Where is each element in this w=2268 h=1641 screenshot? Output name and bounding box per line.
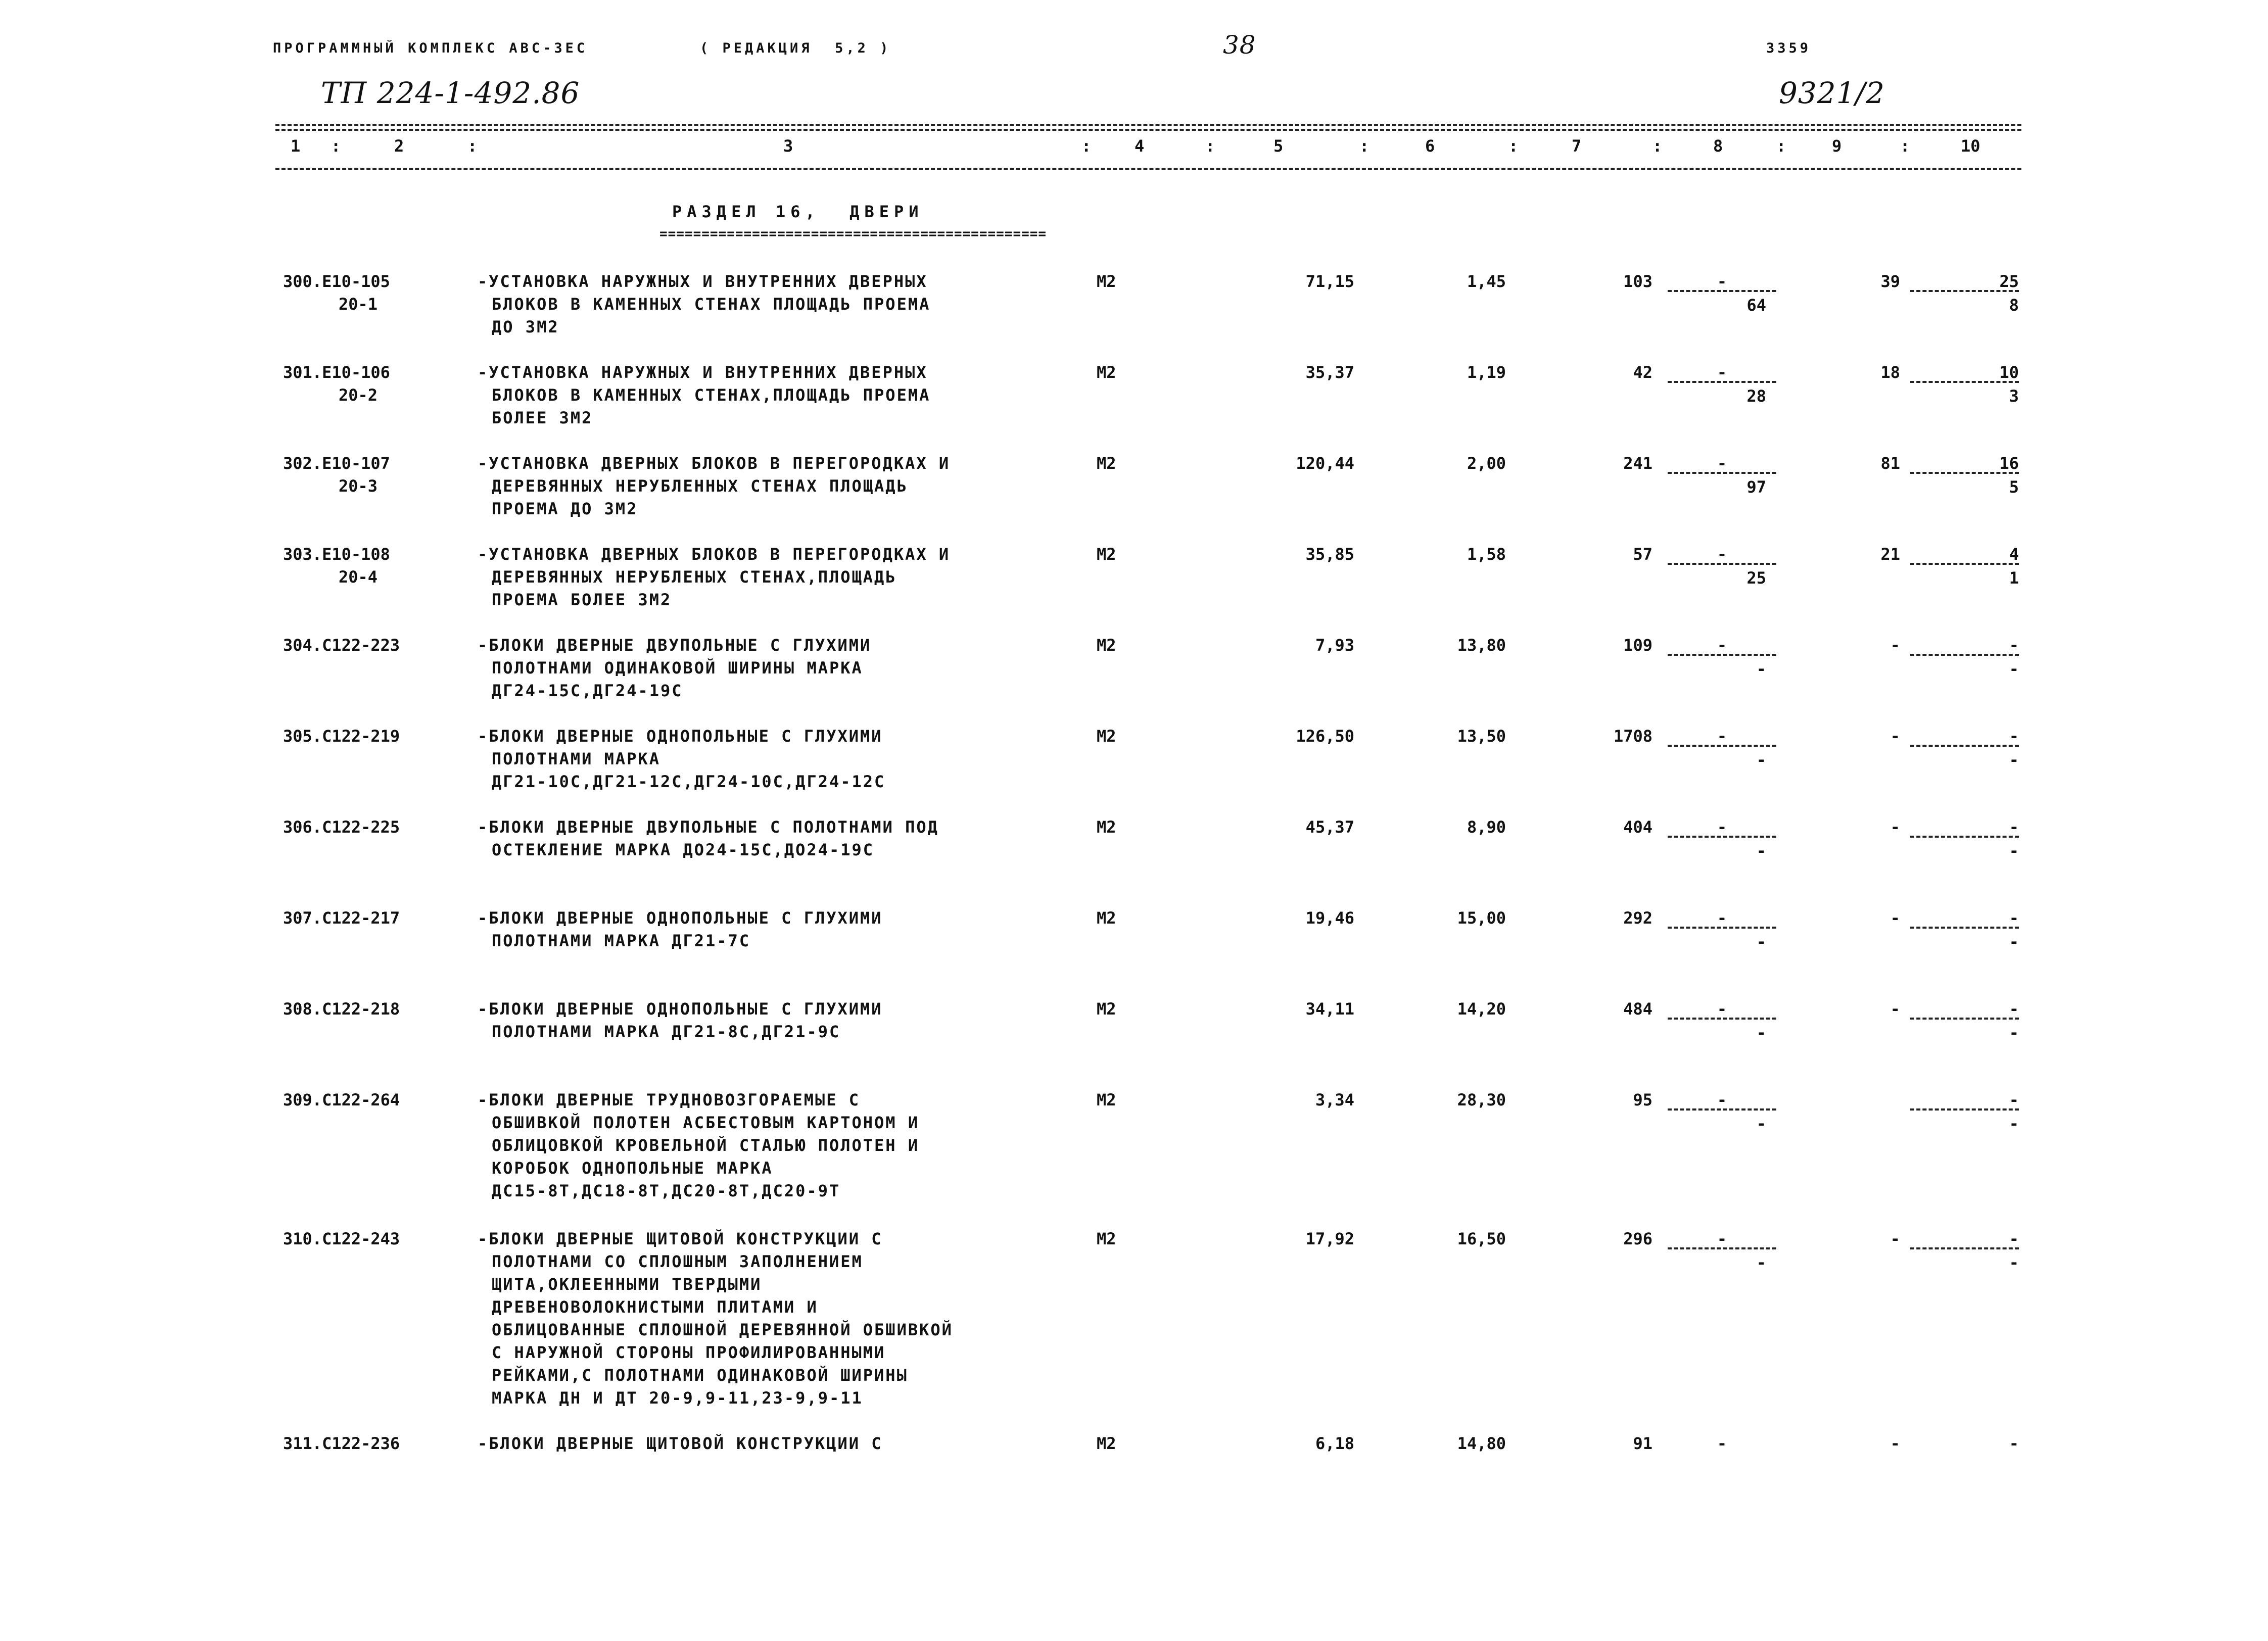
column-8-top: - [1717,454,1727,473]
quantity: 45,37 [1305,817,1354,837]
column-8-bottom: 97 [1746,477,1766,497]
unit-price: 13,80 [1457,636,1506,655]
item-code-line: 308.С122-218 [283,999,400,1019]
description-line: БЛОКОВ В КАМЕННЫХ СТЕНАХ ПЛОЩАДЬ ПРОЕМА [492,295,931,314]
total-cost: 404 [1623,817,1652,837]
column-9-value: - [1890,636,1900,655]
column-8-fraction [1668,634,1776,681]
item-code [283,1432,455,1455]
quantity: 34,11 [1305,999,1354,1019]
column-10-fraction [1910,543,2019,590]
description-line: -БЛОКИ ДВЕРНЫЕ ЩИТОВОЙ КОНСТРУКЦИИ С [478,1229,883,1248]
fraction-rule [1910,836,2019,838]
column-header-1: 1 [291,136,301,156]
item-code-line: 309.С122-264 [283,1090,400,1109]
description-line: -БЛОКИ ДВЕРНЫЕ ДВУПОЛЬНЫЕ С ГЛУХИМИ [478,636,872,655]
item-description [478,998,1059,1043]
column-header-5: 5 [1273,136,1284,156]
item-code-line: 20-2 [339,385,378,405]
item-description [478,1089,1059,1202]
item-code-line: 310.С122-243 [283,1229,400,1248]
unit: М2 [1097,1229,1116,1248]
description-line: ОСТЕКЛЕНИЕ МАРКА ДО24-15С,ДО24-19С [492,840,875,859]
unit: М2 [1097,908,1116,928]
description-line: ДС15-8Т,ДС18-8Т,ДС20-8Т,ДС20-9Т [492,1181,841,1200]
item-code-line: 307.С122-217 [283,908,400,928]
column-8-top: - [1717,999,1727,1019]
column-header-6: 6 [1425,136,1435,156]
description-line: -БЛОКИ ДВЕРНЫЕ ОДНОПОЛЬНЫЕ С ГЛУХИМИ [478,727,883,746]
description-line: ПОЛОТНАМИ МАРКА [492,749,660,768]
description-line: ДГ24-15С,ДГ24-19С [492,681,683,700]
item-code [283,907,455,930]
description-line: -УСТАНОВКА ДВЕРНЫХ БЛОКОВ В ПЕРЕГОРОДКАХ И [478,454,951,473]
column-8-bottom: 25 [1746,568,1766,588]
column-8-bottom: 28 [1746,387,1766,406]
edition: ( РЕДАКЦИЯ 5,2 ) [700,40,891,56]
column-header-8: 8 [1713,136,1723,156]
column-9-value: - [1890,908,1900,928]
column-10-bottom [1910,1456,2019,1479]
section-underline: ============================================== [659,226,1047,242]
description-line: С НАРУЖНОЙ СТОРОНЫ ПРОФИЛИРОВАННЫМИ [492,1343,886,1362]
description-line: ОБШИВКОЙ ПОЛОТЕН АСБЕСТОВЫМ КАРТОНОМ И [492,1113,920,1132]
fraction-rule [1910,654,2019,656]
column-10-bottom: 5 [2009,477,2019,497]
column-10-top: 25 [1999,272,2019,291]
column-8-top: - [1717,636,1727,655]
document-number: 9321/2 [1779,76,1885,110]
column-10-bottom: 3 [2009,387,2019,406]
column-10-bottom: - [2009,750,2019,769]
item-description [478,1432,1059,1455]
unit-price: 16,50 [1457,1229,1506,1248]
description-line: КОРОБОК ОДНОПОЛЬНЫЕ МАРКА [492,1159,773,1178]
column-header-4: 4 [1135,136,1145,156]
total-cost: 296 [1623,1229,1652,1248]
item-description [478,270,1059,339]
column-9-value: - [1890,1434,1900,1453]
quantity: 35,85 [1305,545,1354,564]
column-10-fraction [1910,1089,2019,1135]
description-line: ПРОЕМА БОЛЕЕ 3М2 [492,590,672,609]
column-8-fraction [1668,725,1776,771]
description-line: ПОЛОТНАМИ СО СПЛОШНЫМ ЗАПОЛНЕНИЕМ [492,1252,863,1271]
column-header-7: 7 [1572,136,1582,156]
quantity: 7,93 [1315,636,1354,655]
column-8-top: - [1717,1434,1727,1453]
column-8-fraction [1668,907,1776,953]
description-line: ПОЛОТНАМИ МАРКА ДГ21-7С [492,931,751,950]
page-number: 38 [1223,30,1256,60]
unit-price: 15,00 [1457,908,1506,928]
item-code [283,725,455,748]
column-10-top: - [2009,999,2019,1019]
item-description [478,543,1059,611]
item-code-line: 305.С122-219 [283,727,400,746]
total-cost: 241 [1623,454,1652,473]
item-code-line: 304.С122-223 [283,636,400,655]
column-separator: : [1205,136,1215,156]
item-code-line: 301.Е10-106 [283,363,390,382]
description-line: ЩИТА,ОКЛЕЕННЫМИ ТВЕРДЫМИ [492,1275,762,1294]
quantity: 3,34 [1315,1090,1354,1109]
column-10-top: 4 [2009,545,2019,564]
column-8-bottom: - [1756,659,1766,679]
total-cost: 484 [1623,999,1652,1019]
column-separator: : [1776,136,1786,156]
column-8-top: - [1717,908,1727,928]
column-header-3: 3 [783,136,793,156]
column-separator: : [1081,136,1092,156]
column-10-top: - [2009,817,2019,837]
column-10-fraction [1910,907,2019,953]
column-separator: : [1508,136,1519,156]
column-separator: : [467,136,478,156]
table-top-rule [275,124,2021,126]
column-8-fraction [1668,361,1776,408]
description-line: ДЕРЕВЯННЫХ НЕРУБЛЕННЫХ СТЕНАХ ПЛОЩАДЬ [492,476,908,496]
description-line: -УСТАНОВКА НАРУЖНЫХ И ВНУТРЕННИХ ДВЕРНЫХ [478,272,928,291]
description-line: -УСТАНОВКА ДВЕРНЫХ БЛОКОВ В ПЕРЕГОРОДКАХ И [478,545,951,564]
description-line: ОБЛИЦОВКОЙ КРОВЕЛЬНОЙ СТАЛЬЮ ПОЛОТЕН И [492,1136,920,1155]
unit: М2 [1097,727,1116,746]
description-line: -БЛОКИ ДВЕРНЫЕ ЩИТОВОЙ КОНСТРУКЦИИ С [478,1434,883,1453]
column-8-fraction [1668,543,1776,590]
total-cost: 57 [1633,545,1652,564]
description-line: РЕЙКАМИ,С ПОЛОТНАМИ ОДИНАКОВОЙ ШИРИНЫ [492,1366,908,1385]
column-8-fraction [1668,1089,1776,1135]
description-line: ДЕРЕВЯННЫХ НЕРУБЛЕНЫХ СТЕНАХ,ПЛОЩАДЬ [492,567,897,587]
column-header-10: 10 [1961,136,1980,156]
unit-price: 1,58 [1467,545,1506,564]
item-code-line: 311.С122-236 [283,1434,400,1453]
unit: М2 [1097,999,1116,1019]
column-10-fraction [1910,998,2019,1044]
column-10-fraction [1910,270,2019,317]
item-code [283,452,455,498]
sheet-code: 3359 [1766,40,1812,56]
unit: М2 [1097,1090,1116,1109]
unit: М2 [1097,1434,1116,1453]
description-line: ПОЛОТНАМИ ОДИНАКОВОЙ ШИРИНЫ МАРКА [492,658,863,678]
total-cost: 42 [1633,363,1652,382]
column-header-2: 2 [394,136,404,156]
total-cost: 292 [1623,908,1652,928]
quantity: 6,18 [1315,1434,1354,1453]
fraction-rule [1910,927,2019,929]
fraction-rule [1910,1108,2019,1111]
item-code [283,634,455,657]
column-10-bottom: - [2009,659,2019,679]
unit: М2 [1097,272,1116,291]
description-line: -БЛОКИ ДВЕРНЫЕ ДВУПОЛЬНЫЕ С ПОЛОТНАМИ ПОД [478,817,939,837]
column-8-top: - [1717,727,1727,746]
total-cost: 1708 [1613,727,1652,746]
item-code-line: 306.С122-225 [283,817,400,837]
column-10-bottom: - [2009,1023,2019,1042]
column-8-top: - [1717,1229,1727,1248]
description-line: ДРЕВЕНОВОЛОКНИСТЫМИ ПЛИТАМИ И [492,1297,818,1317]
column-10-fraction [1910,452,2019,499]
column-8-bottom: - [1756,1114,1766,1133]
column-8-fraction [1668,270,1776,317]
column-10-fraction [1910,361,2019,408]
column-separator: : [1900,136,1910,156]
description-line: МАРКА ДН И ДТ 20-9,9-11,23-9,9-11 [492,1388,863,1408]
column-9-value: - [1890,1229,1900,1248]
item-code [283,1089,455,1112]
column-9-value: 39 [1880,272,1900,291]
unit: М2 [1097,454,1116,473]
total-cost: 91 [1633,1434,1652,1453]
description-line: ПОЛОТНАМИ МАРКА ДГ21-8С,ДГ21-9С [492,1022,841,1041]
column-header-9: 9 [1832,136,1842,156]
column-separator: : [1652,136,1663,156]
column-10-fraction [1910,725,2019,771]
description-line: -БЛОКИ ДВЕРНЫЕ ОДНОПОЛЬНЫЕ С ГЛУХИМИ [478,999,883,1019]
unit: М2 [1097,363,1116,382]
column-8-bottom [1668,1456,1776,1479]
total-cost: 103 [1623,272,1652,291]
column-10-top: 10 [1999,363,2019,382]
item-code-line: 302.Е10-107 [283,454,390,473]
column-8-bottom: - [1756,1253,1766,1272]
description-line: ПРОЕМА ДО 3М2 [492,499,638,518]
column-10-top: 16 [1999,454,2019,473]
fraction-rule [1910,745,2019,747]
unit: М2 [1097,545,1116,564]
column-9-value: - [1890,817,1900,837]
column-10-top: - [2009,636,2019,655]
quantity: 71,15 [1305,272,1354,291]
item-code-line: 20-3 [339,476,378,496]
unit: М2 [1097,817,1116,837]
fraction-rule [1910,563,2019,565]
column-8-top: - [1717,545,1727,564]
column-10-top: - [2009,908,2019,928]
column-10-bottom: - [2009,1253,2019,1272]
description-line: -БЛОКИ ДВЕРНЫЕ ТРУДНОВОЗГОРАЕМЫЕ С [478,1090,861,1109]
unit-price: 1,19 [1467,363,1506,382]
column-8-bottom: - [1756,841,1766,860]
column-8-top: - [1717,363,1727,382]
item-code [283,270,455,316]
column-separator: : [331,136,341,156]
table-top-rule-2 [275,129,2021,131]
column-9-value: 18 [1880,363,1900,382]
item-code [283,1228,455,1250]
unit-price: 28,30 [1457,1090,1506,1109]
item-code [283,361,455,407]
unit-price: 13,50 [1457,727,1506,746]
column-9-value: 81 [1880,454,1900,473]
item-code-line: 303.Е10-108 [283,545,390,564]
item-description [478,725,1059,793]
column-header-rule [275,168,2021,170]
quantity: 17,92 [1305,1229,1354,1248]
column-separator: : [1359,136,1369,156]
column-8-top: - [1717,817,1727,837]
unit-price: 1,45 [1467,272,1506,291]
description-line: ДО 3М2 [492,317,559,336]
item-code [283,543,455,589]
description-line: БОЛЕЕ 3М2 [492,408,593,427]
section-title: РАЗДЕЛ 16, ДВЕРИ [672,202,924,221]
column-10-bottom: 8 [2009,296,2019,315]
column-8-bottom: 64 [1746,296,1766,315]
column-10-bottom: - [2009,932,2019,951]
item-code-line: 300.Е10-105 [283,272,390,291]
column-10-top: - [2009,727,2019,746]
item-description [478,361,1059,429]
fraction-rule [1910,1247,2019,1249]
description-line: ДГ21-10С,ДГ21-12С,ДГ24-10С,ДГ24-12С [492,772,886,791]
item-description [478,816,1059,861]
column-10-top: - [2009,1090,2019,1109]
fraction-rule [1910,1018,2019,1020]
column-10-bottom: - [2009,841,2019,860]
total-cost: 95 [1633,1090,1652,1109]
column-9-value: - [1890,999,1900,1019]
column-8-fraction [1668,1432,1776,1479]
item-description [478,907,1059,952]
quantity: 120,44 [1296,454,1354,473]
item-code [283,816,455,839]
item-code-line: 20-4 [339,567,378,587]
column-8-fraction [1668,816,1776,862]
quantity: 126,50 [1296,727,1354,746]
item-description [478,452,1059,520]
column-10-bottom: 1 [2009,568,2019,588]
item-description [478,1228,1059,1410]
description-line: -УСТАНОВКА НАРУЖНЫХ И ВНУТРЕННИХ ДВЕРНЫХ [478,363,928,382]
column-8-top: - [1717,272,1727,291]
item-code-line: 20-1 [339,295,378,314]
column-10-top: - [2009,1229,2019,1248]
program-name: ПРОГРАММНЫЙ КОМПЛЕКС АВС-3ЕС [273,40,588,56]
unit: М2 [1097,636,1116,655]
column-10-fraction [1910,634,2019,681]
project-code: ТП 224-1-492.86 [321,76,580,110]
column-9-value: 21 [1880,545,1900,564]
unit-price: 2,00 [1467,454,1506,473]
description-line: БЛОКОВ В КАМЕННЫХ СТЕНАХ,ПЛОЩАДЬ ПРОЕМА [492,385,931,405]
item-description [478,634,1059,702]
column-8-bottom: - [1756,1023,1766,1042]
column-8-bottom: - [1756,750,1766,769]
unit-price: 8,90 [1467,817,1506,837]
description-line: -БЛОКИ ДВЕРНЫЕ ОДНОПОЛЬНЫЕ С ГЛУХИМИ [478,908,883,928]
item-code [283,998,455,1021]
description-line: ОБЛИЦОВАННЫЕ СПЛОШНОЙ ДЕРЕВЯННОЙ ОБШИВКОЙ [492,1320,953,1339]
unit-price: 14,80 [1457,1434,1506,1453]
column-10-bottom: - [2009,1114,2019,1133]
column-8-bottom: - [1756,932,1766,951]
column-8-top: - [1717,1090,1727,1109]
quantity: 19,46 [1305,908,1354,928]
column-8-fraction [1668,1228,1776,1274]
column-8-fraction [1668,998,1776,1044]
column-9-value: - [1890,727,1900,746]
unit-price: 14,20 [1457,999,1506,1019]
column-10-fraction [1910,1432,2019,1479]
column-10-fraction [1910,816,2019,862]
quantity: 35,37 [1305,363,1354,382]
column-8-fraction [1668,452,1776,499]
column-10-top: - [2009,1434,2019,1453]
total-cost: 109 [1623,636,1652,655]
column-10-fraction [1910,1228,2019,1274]
